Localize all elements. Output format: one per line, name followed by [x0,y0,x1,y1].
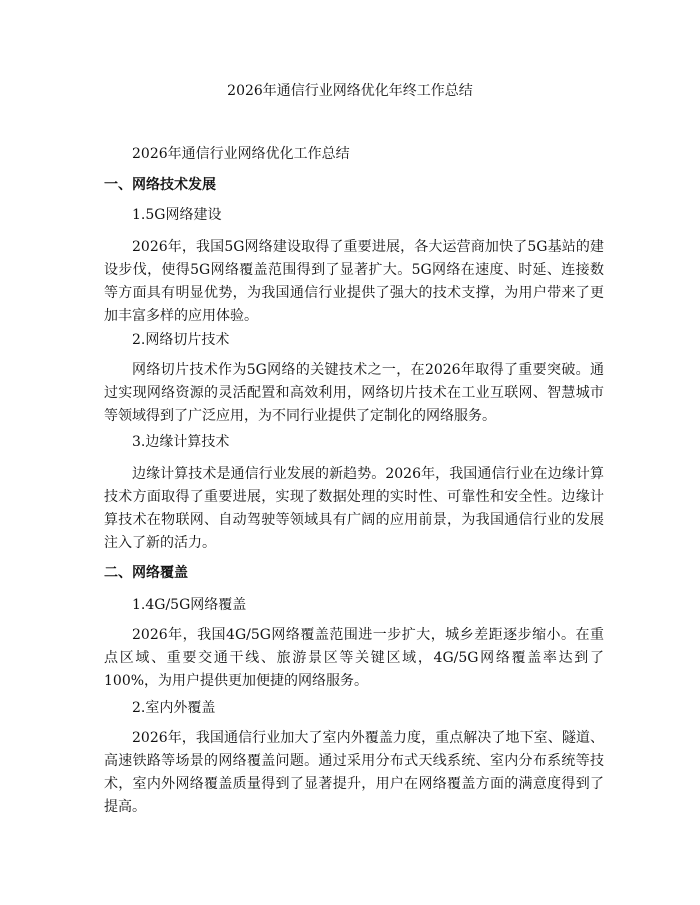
item-label-network-slicing: 2.网络切片技术 [132,332,230,348]
paragraph-edge-computing: 边缘计算技术是通信行业发展的新趋势。2026年，我国通信行业在边缘计算技术方面取得了重要进展，实现了数据处理的实时性、可靠性和安全性。边缘计算技术在物联网、自动驾驶等领域具有广阔的应用前景，为我国通信行业的发展注入了新的活力。 [104,466,604,551]
item-label-edge-computing: 3.边缘计算技术 [132,434,230,450]
paragraph-5g-construction: 2026年，我国5G网络建设取得了重要进展，各大运营商加快了5G基站的建设步伐，使得5G网络覆盖范围得到了显著扩大。5G网络在速度、时延、连接数等方面具有明显优势，为我国通信行业提供了强大的技术支撑，为用户带来了更加丰富多样的应用体验。 [104,239,604,324]
section-heading-network-coverage: 二、网络覆盖 [104,565,188,581]
paragraph-indoor-outdoor: 2026年，我国通信行业加大了室内外覆盖力度，重点解决了地下室、隧道、高速铁路等场景的网络覆盖问题。通过采用分布式天线系统、室内分布系统等技术，室内外网络覆盖质量得到了显著提升，用户在网络覆盖方面的满意度得到了提高。 [104,730,604,815]
paragraph-network-slicing: 网络切片技术作为5G网络的关键技术之一，在2026年取得了重要突破。通过实现网络资源的灵活配置和高效利用，网络切片技术在工业互联网、智慧城市等领域得到了广泛应用，为不同行业提供了定制化的网络服务。 [104,362,604,424]
paragraph-4g5g-coverage: 2026年，我国4G/5G网络覆盖范围进一步扩大，城乡差距逐步缩小。在重点区域、重要交通干线、旅游景区等关键区域，4G/5G网络覆盖率达到了100%，为用户提供更加便捷的网络服务。 [104,627,604,689]
item-label-4g5g-coverage: 1.4G/5G网络覆盖 [132,597,247,613]
document-title: 2026年通信行业网络优化年终工作总结 [227,83,473,99]
item-label-5g-construction: 1.5G网络建设 [132,207,222,223]
document-subtitle: 2026年通信行业网络优化工作总结 [132,146,350,162]
item-label-indoor-outdoor: 2.室内外覆盖 [132,700,216,716]
section-heading-network-tech: 一、网络技术发展 [104,177,216,193]
